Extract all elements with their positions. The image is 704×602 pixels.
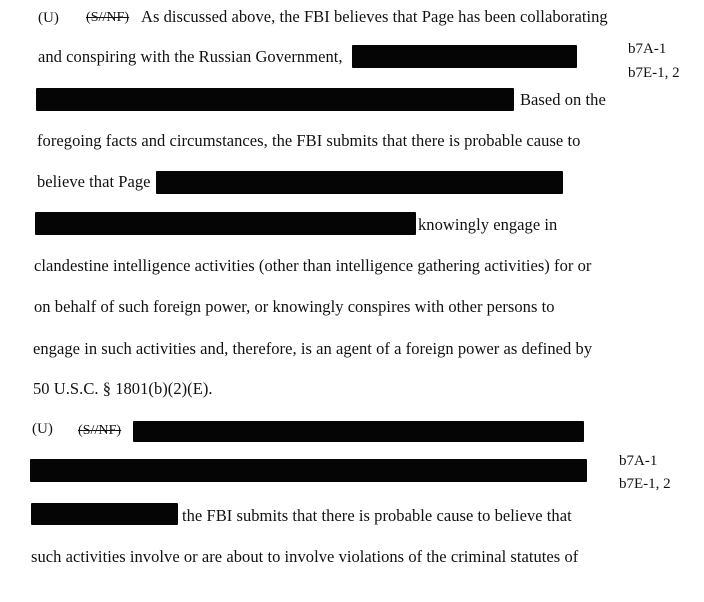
text-line-6: knowingly engage in [418, 215, 558, 234]
text-line-4: foregoing facts and circumstances, the FBI submits that there is probable cause to [37, 131, 581, 150]
exemption-code: b7A-1 [628, 41, 667, 57]
text-line-7: clandestine intelligence activities (other than intelligence gathering activities) for or [34, 256, 592, 275]
text-line-8: on behalf of such foreign power, or knowingly conspires with other persons to [34, 297, 555, 316]
redaction-block [352, 45, 577, 68]
portion-marking: (U) [32, 421, 53, 437]
redaction-block [30, 459, 587, 482]
redaction-block [31, 503, 178, 525]
exemption-code: b7E-1, 2 [628, 65, 680, 81]
portion-marking: (U) [38, 10, 59, 26]
exemption-code: b7E-1, 2 [619, 476, 671, 492]
text-line-5: believe that Page [37, 172, 151, 191]
text-line-10: 50 U.S.C. § 1801(b)(2)(E). [33, 379, 213, 398]
exemption-code: b7A-1 [619, 453, 658, 469]
classification-marking-struck: (S//NF) [86, 10, 130, 25]
text-line-9: engage in such activities and, therefore, is an agent of a foreign power as defined by [33, 339, 593, 358]
redaction-block [133, 421, 584, 442]
text-line-3: Based on the [520, 90, 606, 109]
redaction-block [156, 171, 563, 194]
redaction-block [36, 88, 514, 111]
classification-marking-struck: (S//NF) [78, 423, 122, 438]
redaction-block [35, 212, 416, 235]
text-line-12: such activities involve or are about to involve violations of the criminal statutes of [31, 547, 579, 566]
text-line-2: and conspiring with the Russian Government, [38, 47, 343, 66]
text-line-1: As discussed above, the FBI believes that Page has been collaborating [141, 7, 608, 26]
text-line-11: the FBI submits that there is probable cause to believe that [182, 506, 572, 525]
